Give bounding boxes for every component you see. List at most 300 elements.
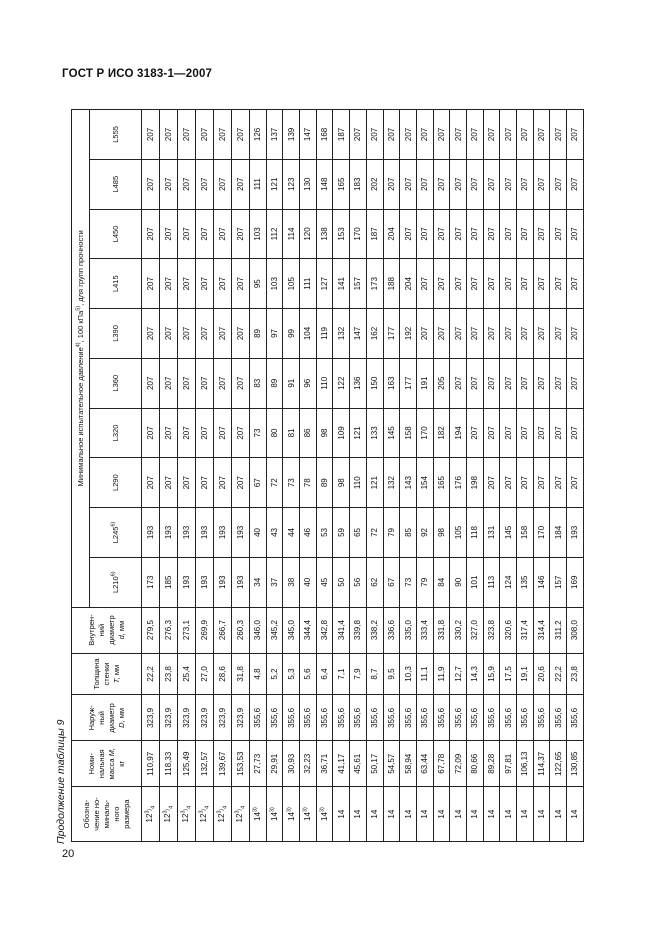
cell-test-pressure: 207 bbox=[196, 159, 214, 209]
cell-test-pressure: 207 bbox=[466, 159, 483, 209]
cell-test-pressure: 207 bbox=[500, 358, 517, 408]
cell-inner-diameter: 345,2 bbox=[266, 607, 283, 653]
cell-test-pressure: 176 bbox=[450, 458, 467, 508]
cell-test-pressure: 193 bbox=[178, 557, 196, 607]
cell-test-pressure: 207 bbox=[142, 259, 160, 309]
cell-inner-diameter: 335,0 bbox=[400, 607, 417, 653]
cell-mass: 110,97 bbox=[142, 741, 160, 787]
cell-test-pressure: 207 bbox=[433, 309, 450, 359]
cell-test-pressure: 187 bbox=[366, 209, 383, 259]
cell-test-pressure: 207 bbox=[433, 259, 450, 309]
table-row bbox=[178, 110, 196, 842]
cell-test-pressure: 157 bbox=[350, 259, 367, 309]
cell-designation: $12^3/_4$ bbox=[196, 787, 214, 842]
cell-outer-diameter: 355,6 bbox=[366, 695, 383, 741]
cell-wall-thickness: 11,1 bbox=[416, 653, 433, 695]
cell-test-pressure: 141 bbox=[333, 259, 350, 309]
cell-designation: 14 bbox=[350, 787, 367, 842]
cell-inner-diameter: 276,3 bbox=[160, 607, 178, 653]
cell-test-pressure: 193 bbox=[178, 508, 196, 558]
cell-test-pressure: 193 bbox=[142, 508, 160, 558]
cell-mass: 118,33 bbox=[160, 741, 178, 787]
cell-test-pressure: 207 bbox=[214, 458, 232, 508]
cell-outer-diameter: 355,6 bbox=[567, 695, 584, 741]
cell-designation: 14$^{3)}$ bbox=[300, 787, 317, 842]
cell-test-pressure: 150 bbox=[366, 358, 383, 408]
cell-inner-diameter: 279,5 bbox=[142, 607, 160, 653]
cell-test-pressure: 207 bbox=[517, 159, 534, 209]
cell-test-pressure: 207 bbox=[400, 209, 417, 259]
cell-test-pressure: 207 bbox=[567, 309, 584, 359]
cell-outer-diameter: 355,6 bbox=[283, 695, 300, 741]
cell-inner-diameter: 266,7 bbox=[214, 607, 232, 653]
cell-mass: 58,94 bbox=[400, 741, 417, 787]
cell-designation: $12^3/_4$ bbox=[142, 787, 160, 842]
cell-designation: 14 bbox=[517, 787, 534, 842]
cell-inner-diameter: 333,4 bbox=[416, 607, 433, 653]
cell-inner-diameter: 323,8 bbox=[483, 607, 500, 653]
cell-test-pressure: 40 bbox=[300, 557, 317, 607]
cell-test-pressure: 207 bbox=[178, 209, 196, 259]
header-mass: Номи- нальная масса M, кг bbox=[72, 741, 142, 787]
cell-designation: $12^3/_4$ bbox=[178, 787, 196, 842]
cell-mass: 50,17 bbox=[366, 741, 383, 787]
cell-test-pressure: 207 bbox=[500, 408, 517, 458]
cell-test-pressure: 44 bbox=[283, 508, 300, 558]
cell-outer-diameter: 323,9 bbox=[214, 695, 232, 741]
cell-test-pressure: 56 bbox=[350, 557, 367, 607]
cell-test-pressure: 170 bbox=[416, 408, 433, 458]
cell-test-pressure: 207 bbox=[433, 209, 450, 259]
cell-test-pressure: 207 bbox=[416, 159, 433, 209]
cell-inner-diameter: 330,2 bbox=[450, 607, 467, 653]
cell-test-pressure: 207 bbox=[232, 159, 250, 209]
cell-test-pressure: 121 bbox=[350, 408, 367, 458]
cell-wall-thickness: 15,9 bbox=[483, 653, 500, 695]
table-row bbox=[500, 110, 517, 842]
cell-test-pressure: 153 bbox=[333, 209, 350, 259]
cell-test-pressure: 207 bbox=[142, 110, 160, 160]
cell-test-pressure: 207 bbox=[533, 458, 550, 508]
cell-test-pressure: 98 bbox=[433, 508, 450, 558]
cell-test-pressure: 207 bbox=[196, 309, 214, 359]
cell-test-pressure: 207 bbox=[483, 209, 500, 259]
cell-test-pressure: 207 bbox=[232, 358, 250, 408]
cell-test-pressure: 207 bbox=[416, 110, 433, 160]
table-row bbox=[366, 110, 383, 842]
table-row bbox=[517, 110, 534, 842]
cell-test-pressure: 170 bbox=[350, 209, 367, 259]
table-row bbox=[533, 110, 550, 842]
cell-test-pressure: 145 bbox=[383, 408, 400, 458]
cell-test-pressure: 79 bbox=[383, 508, 400, 558]
cell-test-pressure: 98 bbox=[316, 408, 333, 458]
cell-test-pressure: 205 bbox=[433, 358, 450, 408]
cell-test-pressure: 91 bbox=[283, 358, 300, 408]
cell-test-pressure: 207 bbox=[214, 309, 232, 359]
cell-test-pressure: 207 bbox=[142, 159, 160, 209]
cell-test-pressure: 137 bbox=[266, 110, 283, 160]
cell-mass: 45,61 bbox=[350, 741, 367, 787]
cell-test-pressure: 157 bbox=[550, 557, 567, 607]
cell-test-pressure: 173 bbox=[142, 557, 160, 607]
cell-test-pressure: 207 bbox=[433, 159, 450, 209]
cell-mass: 89,28 bbox=[483, 741, 500, 787]
cell-inner-diameter: 344,4 bbox=[300, 607, 317, 653]
cell-test-pressure: 207 bbox=[160, 458, 178, 508]
grade-header: L290 bbox=[90, 458, 142, 508]
cell-outer-diameter: 355,6 bbox=[300, 695, 317, 741]
cell-test-pressure: 165 bbox=[333, 159, 350, 209]
cell-mass: 125,49 bbox=[178, 741, 196, 787]
cell-test-pressure: 207 bbox=[416, 259, 433, 309]
cell-test-pressure: 89 bbox=[250, 309, 267, 359]
cell-test-pressure: 207 bbox=[450, 110, 467, 160]
cell-test-pressure: 110 bbox=[350, 458, 367, 508]
cell-test-pressure: 207 bbox=[533, 309, 550, 359]
cell-mass: 153,53 bbox=[232, 741, 250, 787]
cell-test-pressure: 207 bbox=[567, 358, 584, 408]
cell-test-pressure: 207 bbox=[550, 110, 567, 160]
cell-test-pressure: 207 bbox=[500, 458, 517, 508]
cell-outer-diameter: 323,9 bbox=[160, 695, 178, 741]
cell-test-pressure: 170 bbox=[533, 508, 550, 558]
cell-test-pressure: 207 bbox=[517, 209, 534, 259]
cell-test-pressure: 207 bbox=[466, 358, 483, 408]
cell-outer-diameter: 355,6 bbox=[400, 695, 417, 741]
table-row bbox=[400, 110, 417, 842]
cell-test-pressure: 182 bbox=[433, 408, 450, 458]
grade-header: L555 bbox=[90, 110, 142, 160]
cell-test-pressure: 207 bbox=[160, 110, 178, 160]
cell-test-pressure: 126 bbox=[250, 110, 267, 160]
cell-test-pressure: 83 bbox=[250, 358, 267, 408]
cell-test-pressure: 111 bbox=[300, 259, 317, 309]
cell-test-pressure: 62 bbox=[366, 557, 383, 607]
cell-test-pressure: 118 bbox=[466, 508, 483, 558]
cell-designation: $12^3/_4$ bbox=[160, 787, 178, 842]
grade-header: L360 bbox=[90, 358, 142, 408]
cell-test-pressure: 67 bbox=[383, 557, 400, 607]
grade-header: L485 bbox=[90, 159, 142, 209]
cell-test-pressure: 95 bbox=[250, 259, 267, 309]
cell-test-pressure: 207 bbox=[400, 159, 417, 209]
cell-test-pressure: 207 bbox=[160, 159, 178, 209]
cell-inner-diameter: 342,8 bbox=[316, 607, 333, 653]
cell-inner-diameter: 346,0 bbox=[250, 607, 267, 653]
cell-wall-thickness: 25,4 bbox=[178, 653, 196, 695]
cell-wall-thickness: 6,4 bbox=[316, 653, 333, 695]
cell-test-pressure: 97 bbox=[266, 309, 283, 359]
cell-designation: 14 bbox=[500, 787, 517, 842]
cell-test-pressure: 207 bbox=[500, 259, 517, 309]
cell-test-pressure: 207 bbox=[533, 110, 550, 160]
cell-designation: 14$^{3)}$ bbox=[250, 787, 267, 842]
cell-test-pressure: 207 bbox=[550, 358, 567, 408]
cell-mass: 122,65 bbox=[550, 741, 567, 787]
cell-test-pressure: 45 bbox=[316, 557, 333, 607]
cell-test-pressure: 207 bbox=[567, 209, 584, 259]
cell-test-pressure: 207 bbox=[567, 408, 584, 458]
table-header bbox=[72, 110, 142, 842]
table-caption: Продолжение таблицы 9 bbox=[55, 719, 67, 844]
cell-test-pressure: 193 bbox=[214, 508, 232, 558]
cell-outer-diameter: 355,6 bbox=[483, 695, 500, 741]
table-row bbox=[433, 110, 450, 842]
cell-test-pressure: 207 bbox=[533, 209, 550, 259]
cell-wall-thickness: 7,1 bbox=[333, 653, 350, 695]
cell-test-pressure: 139 bbox=[283, 110, 300, 160]
cell-test-pressure: 207 bbox=[550, 209, 567, 259]
cell-test-pressure: 143 bbox=[400, 458, 417, 508]
cell-test-pressure: 193 bbox=[196, 557, 214, 607]
cell-test-pressure: 127 bbox=[316, 259, 333, 309]
cell-test-pressure: 72 bbox=[366, 508, 383, 558]
cell-wall-thickness: 7,9 bbox=[350, 653, 367, 695]
table-row bbox=[483, 110, 500, 842]
cell-test-pressure: 207 bbox=[214, 209, 232, 259]
cell-test-pressure: 121 bbox=[366, 458, 383, 508]
cell-test-pressure: 207 bbox=[232, 259, 250, 309]
cell-test-pressure: 207 bbox=[142, 458, 160, 508]
cell-test-pressure: 207 bbox=[517, 309, 534, 359]
cell-test-pressure: 121 bbox=[266, 159, 283, 209]
page-number: 20 bbox=[62, 848, 75, 860]
cell-test-pressure: 133 bbox=[366, 408, 383, 458]
document-header: ГОСТ Р ИСО 3183-1—2007 bbox=[62, 68, 213, 80]
cell-test-pressure: 207 bbox=[232, 458, 250, 508]
cell-test-pressure: 207 bbox=[178, 358, 196, 408]
cell-test-pressure: 110 bbox=[316, 358, 333, 408]
cell-outer-diameter: 355,6 bbox=[450, 695, 467, 741]
table-row bbox=[350, 110, 367, 842]
cell-outer-diameter: 355,6 bbox=[333, 695, 350, 741]
cell-test-pressure: 207 bbox=[366, 110, 383, 160]
cell-test-pressure: 192 bbox=[400, 309, 417, 359]
cell-test-pressure: 34 bbox=[250, 557, 267, 607]
cell-test-pressure: 73 bbox=[250, 408, 267, 458]
cell-test-pressure: 207 bbox=[500, 159, 517, 209]
cell-test-pressure: 177 bbox=[400, 358, 417, 408]
cell-outer-diameter: 355,6 bbox=[316, 695, 333, 741]
cell-test-pressure: 207 bbox=[196, 259, 214, 309]
cell-wall-thickness: 4,8 bbox=[250, 653, 267, 695]
cell-test-pressure: 114 bbox=[283, 209, 300, 259]
cell-test-pressure: 188 bbox=[383, 259, 400, 309]
cell-inner-diameter: 327,0 bbox=[466, 607, 483, 653]
cell-test-pressure: 78 bbox=[300, 458, 317, 508]
pipe-dimensions-table bbox=[71, 109, 584, 842]
cell-test-pressure: 177 bbox=[383, 309, 400, 359]
cell-test-pressure: 207 bbox=[450, 309, 467, 359]
cell-test-pressure: 111 bbox=[250, 159, 267, 209]
cell-test-pressure: 135 bbox=[517, 557, 534, 607]
cell-test-pressure: 207 bbox=[160, 309, 178, 359]
cell-test-pressure: 136 bbox=[350, 358, 367, 408]
cell-test-pressure: 131 bbox=[483, 508, 500, 558]
cell-test-pressure: 59 bbox=[333, 508, 350, 558]
cell-designation: $12^3/_4$ bbox=[232, 787, 250, 842]
cell-wall-thickness: 12,7 bbox=[450, 653, 467, 695]
cell-test-pressure: 207 bbox=[196, 458, 214, 508]
cell-test-pressure: 146 bbox=[533, 557, 550, 607]
cell-wall-thickness: 11,9 bbox=[433, 653, 450, 695]
cell-test-pressure: 202 bbox=[366, 159, 383, 209]
table-row bbox=[250, 110, 267, 842]
cell-test-pressure: 96 bbox=[300, 358, 317, 408]
cell-test-pressure: 101 bbox=[466, 557, 483, 607]
cell-test-pressure: 89 bbox=[316, 458, 333, 508]
cell-mass: 32,23 bbox=[300, 741, 317, 787]
cell-test-pressure: 120 bbox=[300, 209, 317, 259]
cell-test-pressure: 207 bbox=[517, 259, 534, 309]
table-row bbox=[214, 110, 232, 842]
cell-test-pressure: 207 bbox=[196, 209, 214, 259]
cell-inner-diameter: 273,1 bbox=[178, 607, 196, 653]
cell-wall-thickness: 23,8 bbox=[567, 653, 584, 695]
cell-outer-diameter: 355,6 bbox=[416, 695, 433, 741]
table-body bbox=[142, 110, 584, 842]
cell-test-pressure: 207 bbox=[214, 259, 232, 309]
cell-mass: 97,81 bbox=[500, 741, 517, 787]
cell-test-pressure: 207 bbox=[178, 408, 196, 458]
cell-test-pressure: 207 bbox=[567, 110, 584, 160]
cell-test-pressure: 122 bbox=[333, 358, 350, 408]
cell-test-pressure: 207 bbox=[160, 358, 178, 408]
cell-test-pressure: 207 bbox=[196, 408, 214, 458]
cell-wall-thickness: 17,5 bbox=[500, 653, 517, 695]
cell-test-pressure: 158 bbox=[517, 508, 534, 558]
cell-test-pressure: 207 bbox=[466, 408, 483, 458]
cell-wall-thickness: 20,6 bbox=[533, 653, 550, 695]
cell-test-pressure: 124 bbox=[500, 557, 517, 607]
cell-test-pressure: 207 bbox=[416, 209, 433, 259]
cell-test-pressure: 191 bbox=[416, 358, 433, 408]
cell-test-pressure: 207 bbox=[142, 408, 160, 458]
cell-test-pressure: 193 bbox=[232, 557, 250, 607]
cell-wall-thickness: 31,8 bbox=[232, 653, 250, 695]
cell-test-pressure: 207 bbox=[500, 110, 517, 160]
cell-test-pressure: 89 bbox=[266, 358, 283, 408]
cell-test-pressure: 73 bbox=[400, 557, 417, 607]
grade-header: L245$^{6)}$ bbox=[90, 508, 142, 558]
cell-test-pressure: 86 bbox=[300, 408, 317, 458]
cell-wall-thickness: 5,3 bbox=[283, 653, 300, 695]
cell-inner-diameter: 338,2 bbox=[366, 607, 383, 653]
cell-designation: 14 bbox=[450, 787, 467, 842]
cell-mass: 72,09 bbox=[450, 741, 467, 787]
cell-test-pressure: 194 bbox=[450, 408, 467, 458]
cell-wall-thickness: 27,0 bbox=[196, 653, 214, 695]
table-row bbox=[283, 110, 300, 842]
cell-test-pressure: 207 bbox=[517, 458, 534, 508]
cell-designation: 14 bbox=[466, 787, 483, 842]
cell-test-pressure: 169 bbox=[567, 557, 584, 607]
cell-inner-diameter: 260,3 bbox=[232, 607, 250, 653]
cell-test-pressure: 73 bbox=[283, 458, 300, 508]
cell-test-pressure: 98 bbox=[333, 458, 350, 508]
cell-test-pressure: 90 bbox=[450, 557, 467, 607]
cell-mass: 106,13 bbox=[517, 741, 534, 787]
cell-test-pressure: 207 bbox=[567, 458, 584, 508]
table-row bbox=[450, 110, 467, 842]
cell-outer-diameter: 355,6 bbox=[500, 695, 517, 741]
cell-test-pressure: 207 bbox=[232, 110, 250, 160]
cell-designation: 14 bbox=[483, 787, 500, 842]
cell-test-pressure: 38 bbox=[283, 557, 300, 607]
cell-test-pressure: 103 bbox=[266, 259, 283, 309]
cell-test-pressure: 105 bbox=[283, 259, 300, 309]
cell-test-pressure: 207 bbox=[533, 259, 550, 309]
cell-inner-diameter: 317,4 bbox=[517, 607, 534, 653]
cell-designation: $12^3/_4$ bbox=[214, 787, 232, 842]
cell-test-pressure: 145 bbox=[500, 508, 517, 558]
cell-wall-thickness: 8,7 bbox=[366, 653, 383, 695]
cell-mass: 30,93 bbox=[283, 741, 300, 787]
cell-mass: 63,44 bbox=[416, 741, 433, 787]
header-outer-diameter: Наруж- ный диаметр D, мм bbox=[72, 695, 142, 741]
cell-test-pressure: 79 bbox=[416, 557, 433, 607]
cell-test-pressure: 104 bbox=[300, 309, 317, 359]
cell-test-pressure: 67 bbox=[250, 458, 267, 508]
cell-inner-diameter: 341,4 bbox=[333, 607, 350, 653]
cell-test-pressure: 207 bbox=[483, 309, 500, 359]
cell-test-pressure: 207 bbox=[178, 110, 196, 160]
cell-test-pressure: 207 bbox=[483, 110, 500, 160]
cell-test-pressure: 207 bbox=[483, 159, 500, 209]
cell-wall-thickness: 14,3 bbox=[466, 653, 483, 695]
cell-test-pressure: 207 bbox=[196, 358, 214, 408]
cell-test-pressure: 207 bbox=[550, 309, 567, 359]
cell-test-pressure: 130 bbox=[300, 159, 317, 209]
cell-outer-diameter: 323,9 bbox=[232, 695, 250, 741]
cell-test-pressure: 207 bbox=[350, 110, 367, 160]
cell-test-pressure: 193 bbox=[567, 508, 584, 558]
cell-inner-diameter: 339,8 bbox=[350, 607, 367, 653]
cell-test-pressure: 173 bbox=[366, 259, 383, 309]
cell-test-pressure: 37 bbox=[266, 557, 283, 607]
cell-wall-thickness: 19,1 bbox=[517, 653, 534, 695]
cell-test-pressure: 207 bbox=[533, 408, 550, 458]
cell-designation: 14 bbox=[366, 787, 383, 842]
cell-test-pressure: 207 bbox=[178, 159, 196, 209]
cell-test-pressure: 147 bbox=[300, 110, 317, 160]
cell-mass: 27,73 bbox=[250, 741, 267, 787]
cell-test-pressure: 72 bbox=[266, 458, 283, 508]
cell-outer-diameter: 355,6 bbox=[466, 695, 483, 741]
cell-test-pressure: 204 bbox=[400, 259, 417, 309]
cell-outer-diameter: 355,6 bbox=[383, 695, 400, 741]
cell-test-pressure: 207 bbox=[383, 110, 400, 160]
cell-outer-diameter: 355,6 bbox=[266, 695, 283, 741]
cell-test-pressure: 105 bbox=[450, 508, 467, 558]
cell-test-pressure: 207 bbox=[232, 209, 250, 259]
cell-mass: 80,66 bbox=[466, 741, 483, 787]
cell-test-pressure: 207 bbox=[483, 458, 500, 508]
cell-wall-thickness: 10,3 bbox=[400, 653, 417, 695]
cell-test-pressure: 53 bbox=[316, 508, 333, 558]
cell-wall-thickness: 5,2 bbox=[266, 653, 283, 695]
cell-test-pressure: 207 bbox=[178, 458, 196, 508]
cell-inner-diameter: 311,2 bbox=[550, 607, 567, 653]
cell-test-pressure: 158 bbox=[400, 408, 417, 458]
cell-designation: 14 bbox=[416, 787, 433, 842]
cell-test-pressure: 165 bbox=[433, 458, 450, 508]
grade-header: L320 bbox=[90, 408, 142, 458]
cell-test-pressure: 207 bbox=[450, 259, 467, 309]
cell-mass: 114,37 bbox=[533, 741, 550, 787]
cell-wall-thickness: 28,6 bbox=[214, 653, 232, 695]
